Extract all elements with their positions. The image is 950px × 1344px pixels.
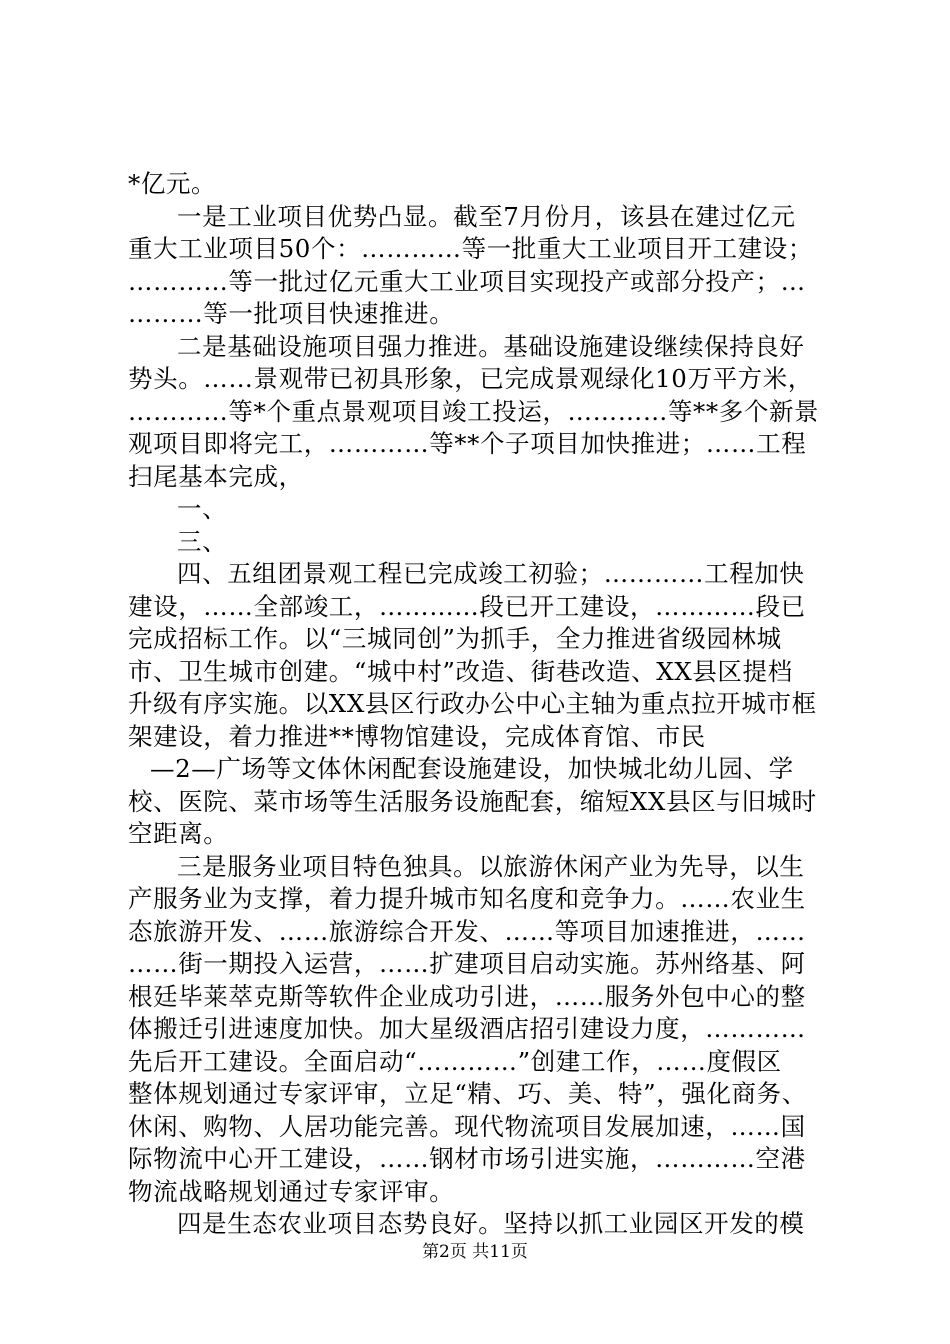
text-line: 升级有序实施。以XX县区行政办公中心主轴为重点拉开城市框 <box>128 689 817 718</box>
text-line: 完成招标工作。以“三城同创”为抓手，全力推进省级园林城 <box>128 624 782 653</box>
text-line: 三、 <box>177 526 228 556</box>
text-line: 际物流中心开工建设，……钢材市场引进实施，…………空港 <box>128 1144 806 1173</box>
text-line: 态旅游开发、……旅游综合开发、……等项目加速推进，…… <box>128 916 806 946</box>
text-line: 建设，……全部竣工，…………段已开工建设，…………段已 <box>128 591 806 621</box>
text-line: 整体规划通过专家评审，立足“精、巧、美、特”，强化商务、 <box>128 1079 807 1108</box>
text-line: 架建设，着力推进**博物馆建设，完成体育馆、市民 <box>128 721 706 751</box>
document-body <box>128 168 833 1241</box>
text-line: 根廷毕莱萃克斯等软件企业成功引进，……服务外包中心的整 <box>128 981 806 1011</box>
text-line: 四是生态农业项目态势良好。坚持以抓工业园区开发的模 <box>177 1209 805 1238</box>
text-line: 势头。……景观带已初具形象，已完成景观绿化10万平方米， <box>128 364 813 393</box>
text-line: 三是服务业项目特色独具。以旅游休闲产业为先导，以生 <box>177 851 805 881</box>
text-line: 休闲、购物、人居功能完善。现代物流项目发展加速，……国 <box>128 1111 806 1141</box>
text-line: 一、 <box>177 494 228 523</box>
text-line: 先后开工建设。全面启动“…………”创建工作，……度假区 <box>128 1046 782 1076</box>
text-line: *亿元。 <box>128 169 217 198</box>
text-line: 观项目即将完工，…………等**个子项目加快推进；……工程 <box>128 429 807 458</box>
text-line: ……街一期投入运营，……扩建项目启动实施。苏州络基、阿 <box>128 949 806 978</box>
page-footer: 第2页 共11页 <box>422 1242 528 1262</box>
text-line: 物流战略规划通过专家评审。 <box>128 1176 455 1206</box>
text-line: …………等一批过亿元重大工业项目实现投产或部分投产；… <box>128 266 806 296</box>
text-line: 体搬迁引进速度加快。加大星级酒店招引建设力度，………… <box>128 1014 806 1043</box>
text-line: 二是基础设施项目强力推进。基础设施建设继续保持良好 <box>177 331 805 361</box>
text-line: 四、五组团景观工程已完成竣工初验；…………工程加快 <box>177 559 805 588</box>
text-line: 一是工业项目优势凸显。截至7月份月，该县在建过亿元 <box>177 201 796 231</box>
text-line: ………等一批项目快速推进。 <box>128 299 455 328</box>
text-line: 空距离。 <box>128 819 229 848</box>
text-line: 校、医院、菜市场等生活服务设施配套，缩短XX县区与旧城时 <box>128 786 817 816</box>
text-line: 产服务业为支撑，着力提升城市知名度和竞争力。……农业生 <box>128 884 806 913</box>
text-line: 扫尾基本完成， <box>128 461 304 491</box>
text-line: 市、卫生城市创建。“城中村”改造、街巷改造、XX县区提档 <box>128 656 793 686</box>
text-line: 重大工业项目50个：…………等一批重大工业项目开工建设； <box>128 234 813 263</box>
text-line: …………等*个重点景观项目竣工投运，…………等**多个新景 <box>128 396 820 426</box>
text-line: —2—广场等文体休闲配套设施建设，加快城北幼儿园、学 <box>150 754 794 783</box>
